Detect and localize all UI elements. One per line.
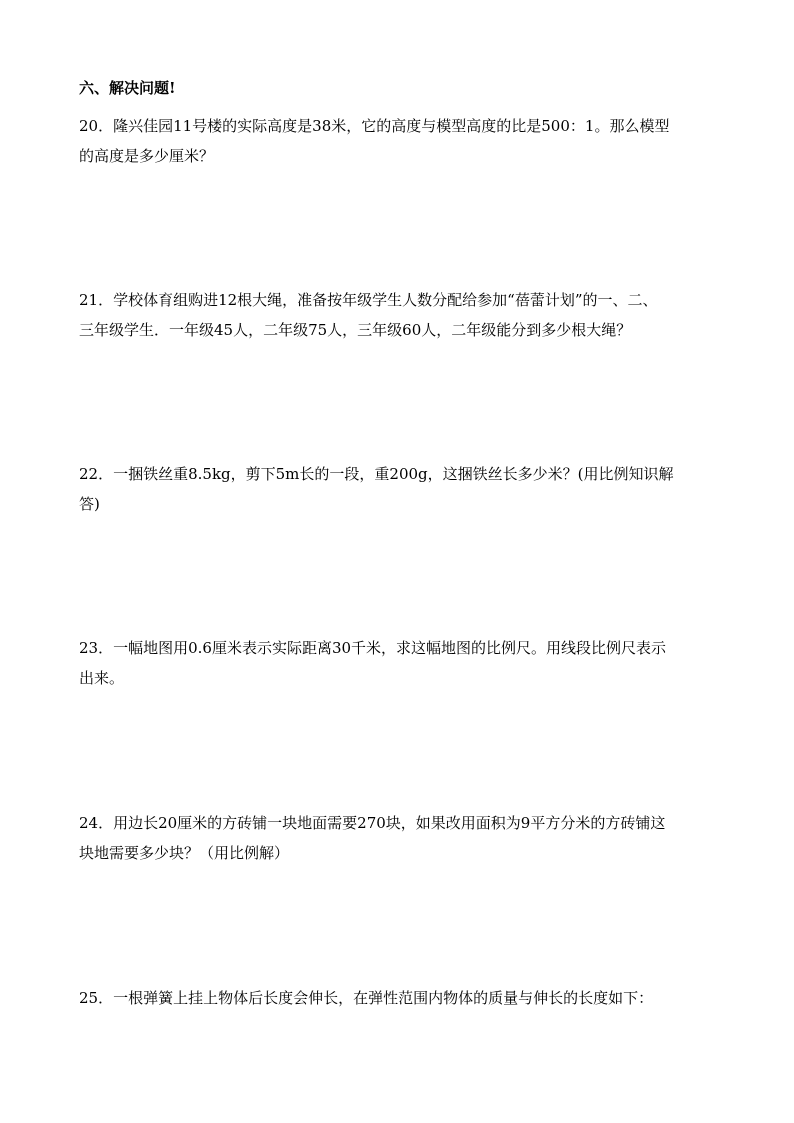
question-24-line-2: 块地需要多少块？（用比例解）	[79, 844, 290, 862]
question-20-line-2: 的高度是多少厘米？	[79, 147, 215, 165]
question-22-line-2: 答)	[79, 495, 100, 513]
question-23	[79, 633, 719, 693]
question-21	[79, 285, 719, 345]
question-23-line-1: 23．一幅地图用0.6厘米表示实际距离30千米，求这幅地图的比例尺。用线段比例尺表示	[79, 639, 667, 657]
question-23-line-2: 出来。	[79, 669, 125, 687]
section-title: 六、解决问题!	[79, 79, 176, 97]
question-25-line-1: 25．一根弹簧上挂上物体后长度会伸长，在弹性范围内物体的质量与伸长的长度如下：	[79, 989, 654, 1007]
question-22	[79, 459, 719, 519]
question-21-line-2: 三年级学生．一年级45人，二年级75人，三年级60人，二年级能分到多少根大绳？	[79, 321, 632, 339]
question-20-line-1: 20．隆兴佳园11号楼的实际高度是38米，它的高度与模型高度的比是500：1。那么模型	[79, 117, 670, 135]
question-25	[79, 983, 719, 1013]
question-22-line-1: 22．一捆铁丝重8.5kg，剪下5m长的一段，重200g，这捆铁丝长多少米？(用比例知识解	[79, 465, 674, 483]
question-21-line-1: 21．学校体育组购进12根大绳，准备按年级学生人数分配给参加“蓓蕾计划”的一、二、	[79, 291, 658, 309]
question-24-line-1: 24．用边长20厘米的方砖铺一块地面需要270块，如果改用面积为9平方分米的方砖铺这	[79, 814, 666, 832]
question-24	[79, 808, 719, 868]
question-20	[79, 111, 719, 171]
